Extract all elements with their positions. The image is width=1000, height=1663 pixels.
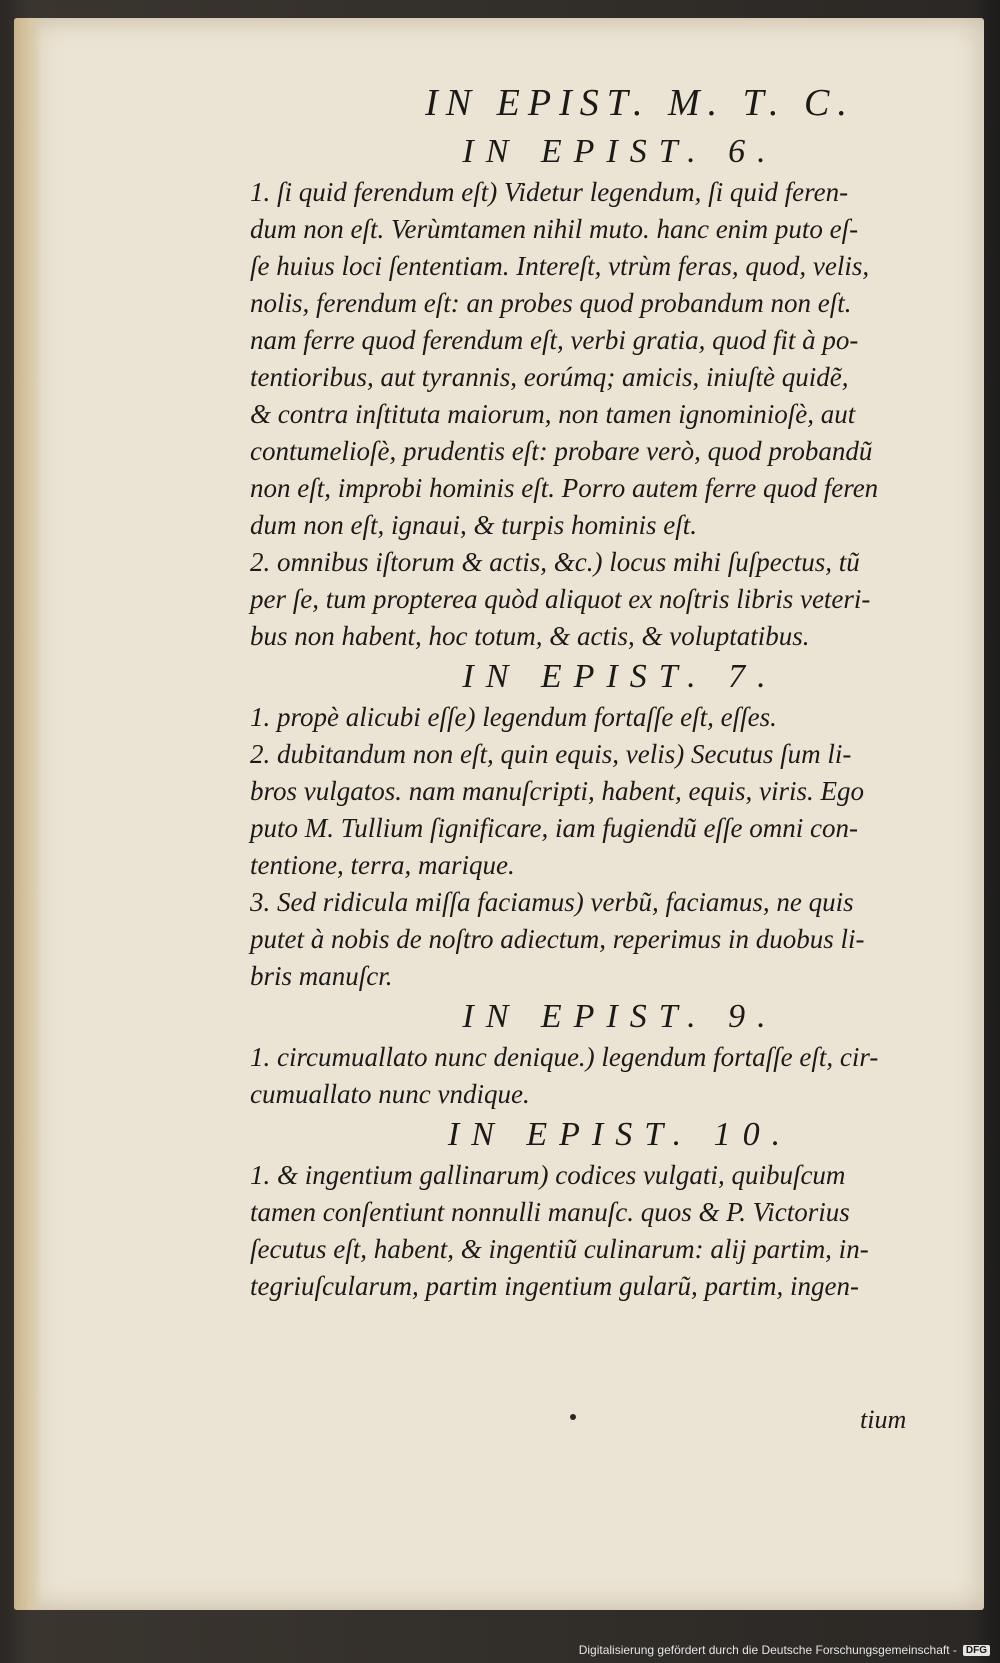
- text-line: contumelioſè, prudentis eſt: probare verò, quod probandũ: [250, 436, 873, 466]
- running-head: IN EPIST. M. T. C.: [425, 82, 855, 124]
- text-line: ſe huius loci ſententiam. Intereſt, vtrùm feras, quod, velis,: [250, 251, 870, 281]
- text-line: 1. & ingentium gallinarum) codices vulgati, quibuſcum: [250, 1160, 846, 1190]
- text-line: bus non habent, hoc totum, & actis, & voluptatibus.: [250, 621, 810, 651]
- catchword: tium: [860, 1405, 907, 1434]
- text-line: 2. dubitandum non eſt, quin equis, velis) Secutus ſum li-: [250, 739, 852, 769]
- text-line: nolis, ferendum eſt: an probes quod probandum non eſt.: [250, 288, 852, 318]
- text-line: ſecutus eſt, habent, & ingentiũ culinarum: alij partim, in-: [250, 1234, 869, 1264]
- text-line: tamen conſentiunt nonnulli manuſc. quos & P. Victorius: [250, 1197, 850, 1227]
- text-line: & contra inſtituta maiorum, non tamen ignominioſè, aut: [250, 399, 856, 429]
- section-heading: IN EPIST. 6.: [462, 133, 778, 170]
- text-line: 3. Sed ridicula miſſa faciamus) verbũ, faciamus, ne quis: [250, 887, 854, 917]
- section-heading: IN EPIST. 7.: [462, 658, 778, 695]
- page-edge: [14, 18, 42, 1610]
- page-text: [250, 78, 970, 1305]
- text-line: bris manuſcr.: [250, 961, 393, 991]
- digitization-footer: [579, 1643, 990, 1657]
- text-line: putet à nobis de noſtro adiectum, reperimus in duobus li-: [250, 924, 865, 954]
- printer-mark: [570, 1414, 576, 1420]
- dfg-logo-icon: DFG: [963, 1645, 990, 1656]
- sections-container: [250, 130, 970, 1305]
- text-line: dum non eſt. Verùmtamen nihil muto. hanc enim puto eſ-: [250, 214, 859, 244]
- text-line: dum non eſt, ignaui, & turpis hominis eſt.: [250, 510, 698, 540]
- text-line: 1. propè alicubi eſſe) legendum fortaſſe eſt, eſſes.: [250, 702, 777, 732]
- text-line: 1. circumuallato nunc denique.) legendum fortaſſe eſt, cir-: [250, 1042, 879, 1072]
- text-line: bros vulgatos. nam manuſcripti, habent, equis, viris. Ego: [250, 776, 864, 806]
- text-line: tentione, terra, marique.: [250, 850, 515, 880]
- text-line: tegriuſcularum, partim ingentium gularũ, partim, ingen-: [250, 1271, 859, 1301]
- text-line: 1. ſi quid ferendum eſt) Videtur legendum, ſi quid feren-: [250, 177, 849, 207]
- text-line: puto M. Tullium ſignificare, iam fugiendũ eſſe omni con-: [250, 813, 858, 843]
- text-line: nam ferre quod ferendum eſt, verbi gratia, quod fit à po-: [250, 325, 859, 355]
- section-heading: IN EPIST. 9.: [462, 998, 778, 1035]
- text-line: cumuallato nunc vndique.: [250, 1079, 530, 1109]
- text-line: 2. omnibus iſtorum & actis, &c.) locus mihi ſuſpectus, tũ: [250, 547, 860, 577]
- section-heading: IN EPIST. 10.: [447, 1116, 793, 1153]
- text-line: non eſt, improbi hominis eſt. Porro autem ferre quod feren: [250, 473, 879, 503]
- text-line: per ſe, tum propterea quòd aliquot ex noſtris libris veteri-: [250, 584, 871, 614]
- footer-credit: Digitalisierung gefördert durch die Deutsche Forschungsgemeinschaft -: [578, 1643, 957, 1657]
- text-line: tentioribus, aut tyrannis, eorúmq; amicis, iniuſtè quidẽ,: [250, 362, 849, 392]
